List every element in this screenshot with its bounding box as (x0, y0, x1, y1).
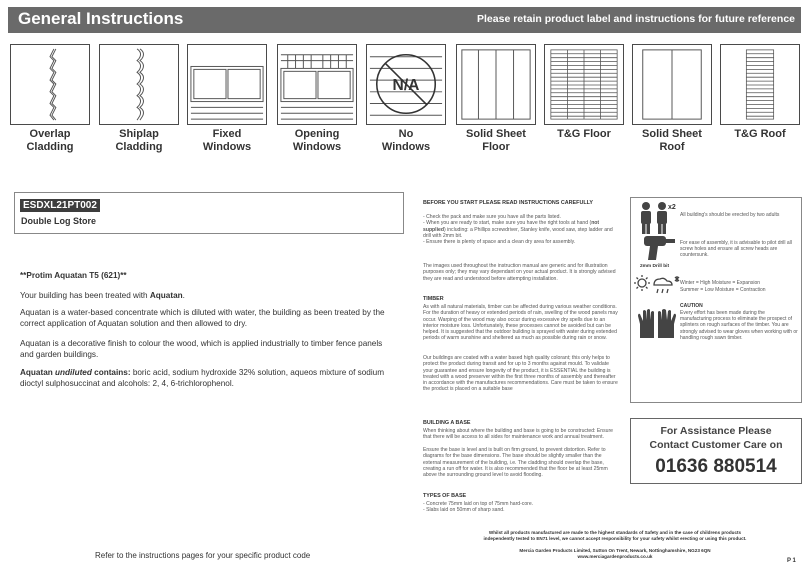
customer-care-box (630, 418, 802, 484)
page-title: General Instructions (18, 9, 184, 28)
weather-expansion-text: Winter = High Moisture = Expansion (680, 280, 761, 286)
assistance-line-2: Contact Customer Care on (649, 439, 783, 451)
assistance-line-1: For Assistance Please (660, 425, 772, 437)
tg-floor-diagram (544, 44, 624, 125)
overlap-cladding-diagram (10, 44, 90, 125)
company-website[interactable]: www.merciagardenproducts.co.uk (577, 554, 653, 559)
solid-sheet-floor-label: Solid Sheet Floor (466, 128, 526, 153)
drill-bit-label: 2mm Drill bit (640, 264, 670, 269)
two-people-count: x2 (668, 204, 676, 211)
product-code: ESDXL21PT002 (20, 199, 100, 212)
safety-disclaimer-2: independently tested to EN71 level, we cannot accept responsibility for your safety whilst erecting or using this product. (483, 536, 747, 541)
drill-icon (636, 232, 678, 262)
before-start-heading: BEFORE YOU START PLEASE READ INSTRUCTIONS CAREFULLY (423, 200, 594, 206)
timber-heading: TIMBER (423, 296, 444, 302)
tg-roof-label: T&G Roof (734, 128, 786, 140)
treatment-paragraph-2: Aquatan is a water-based concentrate which is diluted with water, the building as been treated by the correct application of Aquatan solution and then allowed to dry. (20, 308, 385, 328)
caution-text: Every effort has been made during the manufacturing process to eliminate the prospect of splinters on rough surfaces of the timber. You are strongly advised to wear gloves when working with or handling rough sawn timber. (680, 310, 798, 341)
fixed-windows-label: Fixed Windows (202, 128, 252, 153)
base-heading: BUILDING A BASE (423, 420, 471, 426)
shiplap-cladding-label: Shiplap Cladding (115, 128, 163, 153)
refer-instructions-note: Refer to the instructions pages for your specific product code (95, 551, 311, 560)
na-label: N/A (392, 76, 420, 94)
base-paragraph-1: When thinking about where the building and base is going to be constructed: Ensure that there will be access to all sides for maintenance work and annual treatment. (423, 428, 614, 441)
page-number: P 1 (787, 558, 796, 564)
base-types-heading: TYPES OF BASE (423, 493, 467, 499)
treatment-contents: Aquatan undiluted contains: boric acid, sodium hydroxide 32% solution, aqueos mixture of sodium dioctyl sulphosuccinat and alcohols: 2, 4, 6-trichlorophenol. (20, 368, 385, 388)
gloves-icon (636, 308, 678, 340)
pilot-drill-text: For ease of assembly, it is advisable to pilot drill all screw holes and ensure all screw heads are countersunk. (680, 240, 792, 259)
base-types-list: - Concrete 75mm laid on top of 75mm hard-core. - Slabs laid on 50mm of sharp sand. (423, 501, 534, 514)
shiplap-cladding-diagram (99, 44, 179, 125)
timber-paragraph-1: As with all natural materials, timber can be affected during various weather conditions. For the duration of heavy or extended periods of rain, swelling of the wood panels may occur. Warping of the wood may also occur during excessive dry spells due to an interior moisture loss. Unfortunately, these processes cannot be avoided but can be helped. It is suggested that the outdoor building is sprayed with water during extended periods of warm sunshine and sheltered as much as possible during rain or snow. (423, 304, 618, 342)
treatment-paragraph-3: Aquatan is a decorative finish to colour the wood, which is applied industrially to timber fence panels and garden buildings. (20, 339, 383, 359)
caution-heading: CAUTION (680, 303, 703, 309)
tg-floor-label: T&G Floor (557, 128, 611, 140)
fixed-windows-diagram (187, 44, 267, 125)
solid-sheet-roof-diagram (632, 44, 712, 125)
treatment-intro: Your building has been treated with Aquatan. (20, 291, 185, 300)
solid-sheet-roof-label: Solid Sheet Roof (642, 128, 702, 153)
two-adults-text: All building's should be erected by two adults (680, 212, 780, 218)
tg-roof-diagram (720, 44, 800, 125)
product-info-box (14, 192, 404, 234)
timber-paragraph-2: Our buildings are coated with a water based high quality colorant; this only helps to protect the product during transit and for up to 3 months against mould. To validate your guarantee and ensure longevity of the product, it is ESSENTIAL the building is treated with a wood preserver within the first three months of assembly and thereafter in accordance with the manufactures recommendations. Care must be taken to ensure the product is placed on a suitable base (423, 355, 618, 393)
before-start-checklist: - Check the pack and make sure you have all the parts listed. - When you are ready to start, make sure you have the right tools at hand (not supplied) including: a Phillips screwdriver, Stanley knife, wood saw, step ladder and drill with 2mm bit. - Ensure there is plenty of space and a clean dry area for assembly. (423, 214, 613, 246)
overlap-cladding-label: Overlap Cladding (26, 128, 74, 153)
no-windows-label: No Windows (381, 128, 431, 153)
opening-windows-label: Opening Windows (292, 128, 342, 153)
no-windows-diagram (366, 44, 446, 125)
retain-notice: Please retain product label and instructions for future reference (477, 13, 795, 25)
customer-care-phone[interactable]: 01636 880514 (655, 456, 777, 477)
weather-contraction-text: Summer = Low Moisture = Contraction (680, 287, 766, 293)
solid-sheet-floor-diagram (456, 44, 536, 125)
treatment-heading: **Protim Aquatan T5 (621)** (20, 271, 127, 280)
safety-disclaimer-1: Whilst all products manufactured are made to the highest standards of Safety and in the case of childrens products (488, 530, 742, 535)
opening-windows-diagram (277, 44, 357, 125)
images-note: The images used throughout the instruction manual are generic and for illustration purposes only; they may vary dependant on your actual product. It is strongly advised they are read and understood before attempting installation. (423, 263, 616, 282)
weather-icon (634, 273, 680, 299)
company-address: Mercia Garden Products Limited, Sutton On Trent, Newark, Nottinghamshire, NG23 6QN (519, 548, 711, 553)
page-header (8, 7, 801, 33)
product-name: Double Log Store (21, 216, 96, 226)
base-paragraph-2: Ensure the base is level and is built on firm ground, to prevent distortion. Refer to diagrams for the base dimensions. The base should be slightly smaller than the external measurement of the building, i.e. The cladding should overlap the base, creating a run off for water. It is also recommended that the floor be at least 25mm above the surrounding ground level to avoid flooding. (423, 447, 608, 479)
